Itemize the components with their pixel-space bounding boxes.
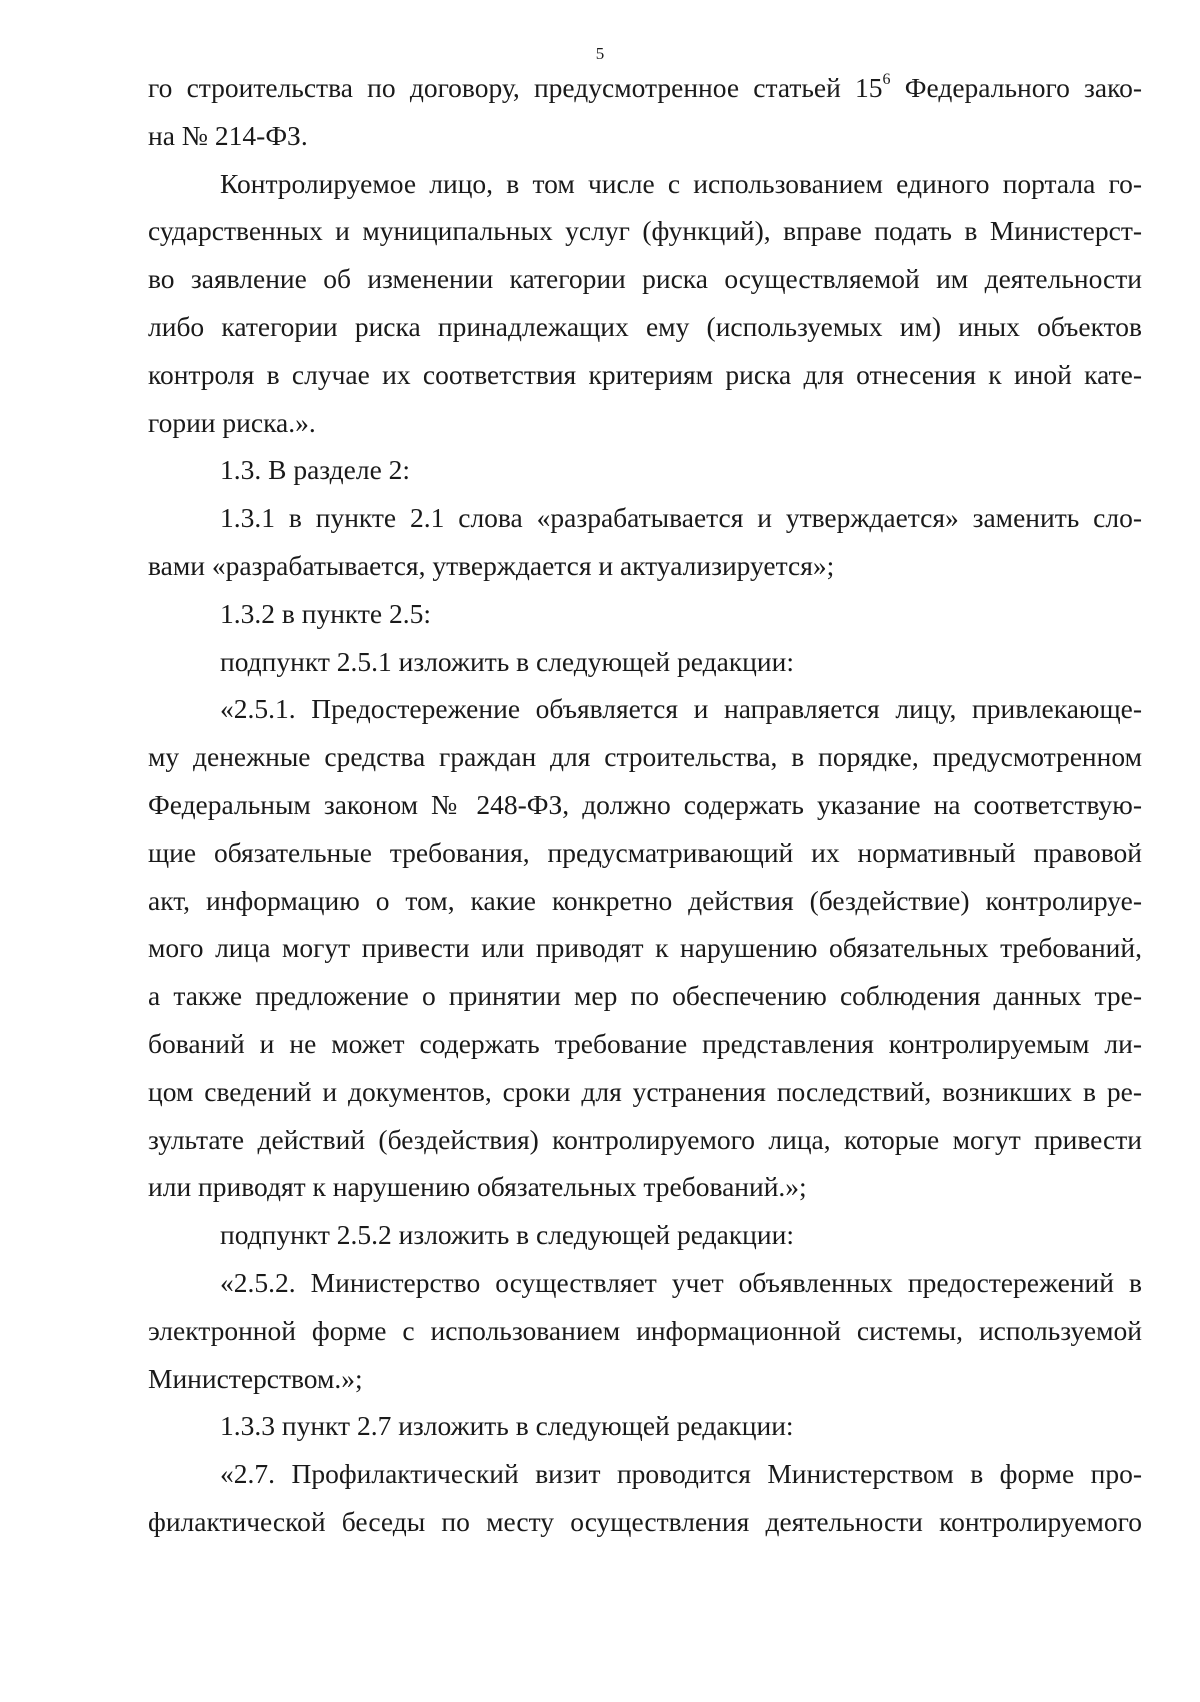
- text-line-content: щие обязательные требования, предусматривающий их нормативный правовой: [148, 836, 1142, 868]
- text-line: [148, 112, 1142, 160]
- text-line: [148, 1355, 1142, 1403]
- text-line-content: «2.7. Профилактический визит проводится Министерством в форме про-: [220, 1458, 1142, 1490]
- text-line: [148, 351, 1142, 399]
- text-line-content: Контролируемое лицо, в том числе с использованием единого портала го-: [220, 167, 1142, 199]
- text-line: [148, 1068, 1142, 1116]
- text-line: [148, 638, 1142, 686]
- text-line: [148, 207, 1142, 255]
- text-line: [148, 1163, 1142, 1211]
- text-line-content: а также предложение о принятии мер по обеспечению соблюдения данных тре-: [148, 980, 1142, 1012]
- text-line-content: Министерством.»;: [148, 1362, 363, 1394]
- text-line-content: 1.3.1 в пункте 2.1 слова «разрабатывается и утверждается» заменить сло-: [220, 502, 1142, 534]
- text-line: [148, 1211, 1142, 1259]
- text-line: [148, 924, 1142, 972]
- text-line: [148, 1450, 1142, 1498]
- text-line-content: Федеральным законом № 248-ФЗ, должно содержать указание на соответствую-: [148, 788, 1142, 820]
- text-line-content: 1.3. В разделе 2:: [220, 454, 411, 486]
- superscript: 6: [882, 70, 891, 88]
- text-line-content: 1.3.2 в пункте 2.5:: [220, 597, 432, 629]
- text-line: [148, 446, 1142, 494]
- text-line: [148, 64, 1142, 112]
- text-line-content: подпункт 2.5.2 изложить в следующей редакции:: [220, 1219, 794, 1251]
- text-line: [148, 1402, 1142, 1450]
- text-line: [148, 877, 1142, 925]
- text-line-content: акт, информацию о том, какие конкретно действия (бездействие) контролируе-: [148, 884, 1142, 916]
- text-line-content: бований и не может содержать требование представления контролируемым ли-: [148, 1027, 1142, 1059]
- text-line-content: филактической беседы по месту осуществления деятельности контролируемого: [148, 1505, 1142, 1537]
- text-line: [148, 972, 1142, 1020]
- text-line-content: на № 214-ФЗ.: [148, 119, 308, 151]
- text-line: [148, 1116, 1142, 1164]
- text-line-content: либо категории риска принадлежащих ему (используемых им) иных объектов: [148, 310, 1142, 342]
- text-line-content: го строительства по договору, предусмотренное статьей 15: [148, 72, 883, 103]
- text-line: [148, 255, 1142, 303]
- text-line: [148, 303, 1142, 351]
- text-line: [148, 1307, 1142, 1355]
- text-line: [148, 685, 1142, 733]
- page-number: 5: [595, 44, 605, 63]
- text-line: [148, 829, 1142, 877]
- text-line-content: электронной форме с использованием информационной системы, используемой: [148, 1314, 1142, 1346]
- text-line: [148, 733, 1142, 781]
- text-line-content: подпункт 2.5.1 изложить в следующей редакции:: [220, 645, 794, 677]
- text-line: [148, 1020, 1142, 1068]
- text-line-content: 1.3.3 пункт 2.7 изложить в следующей редакции:: [220, 1410, 794, 1442]
- text-line-content: зультате действий (бездействия) контролируемого лица, которые могут привести: [148, 1123, 1142, 1155]
- text-line-content: «2.5.1. Предостережение объявляется и направляется лицу, привлекающе-: [220, 693, 1142, 725]
- text-line: [148, 542, 1142, 590]
- text-line: [148, 1498, 1142, 1546]
- text-line: [148, 160, 1142, 208]
- text-line-content: контроля в случае их соответствия критериям риска для отнесения к иной кате-: [148, 358, 1142, 390]
- text-line-content: или приводят к нарушению обязательных требований.»;: [148, 1171, 807, 1203]
- text-line-content: сударственных и муниципальных услуг (функций), вправе подать в Министерст-: [148, 215, 1142, 247]
- text-line: [148, 399, 1142, 447]
- text-line-content: вами «разрабатывается, утверждается и актуализируется»;: [148, 549, 835, 581]
- text-line: [148, 590, 1142, 638]
- text-line: [148, 494, 1142, 542]
- text-line: [148, 781, 1142, 829]
- document-body: [148, 64, 1142, 1546]
- text-line-content: цом сведений и документов, сроки для устранения последствий, возникших в ре-: [148, 1075, 1142, 1107]
- text-line-content: во заявление об изменении категории риска осуществляемой им деятельности: [148, 263, 1142, 295]
- text-line-content: му денежные средства граждан для строительства, в порядке, предусмотренном: [148, 741, 1142, 773]
- text-line-content: мого лица могут привести или приводят к нарушению обязательных требований,: [148, 932, 1142, 964]
- text-line-content: «2.5.2. Министерство осуществляет учет объявленных предостережений в: [220, 1266, 1142, 1298]
- text-line-content: гории риска.».: [148, 406, 316, 438]
- text-line: [148, 1259, 1142, 1307]
- text-line-continuation: Федерального зако-: [890, 72, 1142, 103]
